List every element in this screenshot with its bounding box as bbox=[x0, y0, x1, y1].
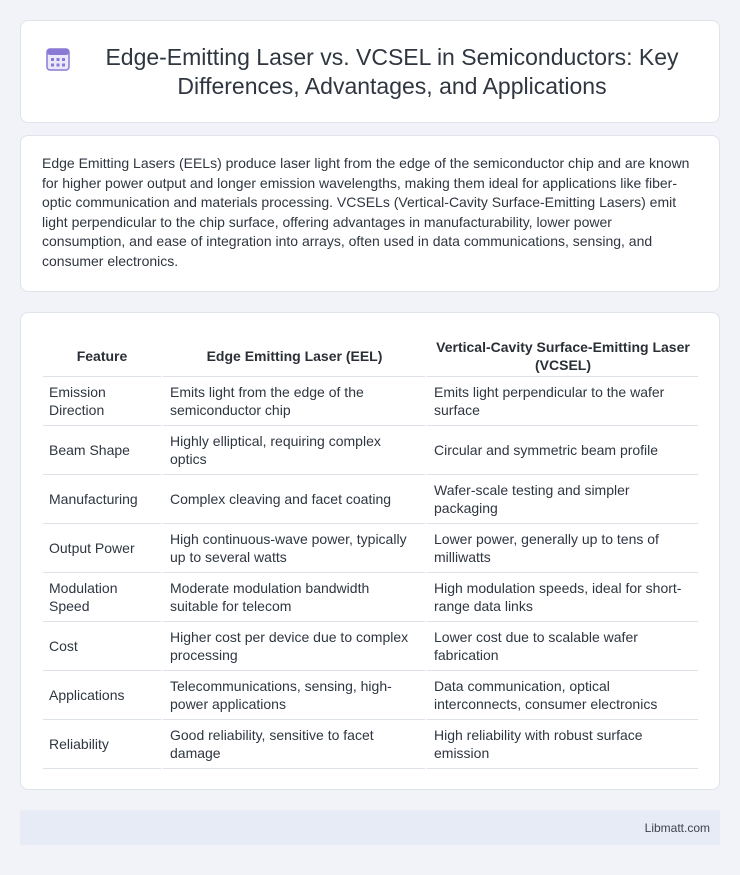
eel-cell: High continuous-wave power, typically up to several watts bbox=[161, 524, 425, 573]
page-title: Edge-Emitting Laser vs. VCSEL in Semiconductors: Key Differences, Advantages, and Applications bbox=[105, 43, 679, 99]
eel-cell: Complex cleaving and facet coating bbox=[161, 475, 425, 524]
vcsel-cell: High reliability with robust surface emission bbox=[425, 720, 698, 769]
vcsel-cell: Data communication, optical interconnects, consumer electronics bbox=[425, 671, 698, 720]
table-row bbox=[43, 524, 698, 573]
vcsel-cell: Wafer-scale testing and simpler packaging bbox=[425, 475, 698, 524]
header-feature: Feature bbox=[43, 329, 161, 377]
eel-cell: Higher cost per device due to complex processing bbox=[161, 622, 425, 671]
feature-cell: Output Power bbox=[43, 524, 161, 573]
eel-cell: Highly elliptical, requiring complex optics bbox=[161, 426, 425, 475]
intro-paragraph: Edge Emitting Lasers (EELs) produce laser light from the edge of the semiconductor chip and are known for higher power output and longer emission wavelengths, making them ideal for applications like fiber-optic communication and materials processing. VCSELs (Vertical-Cavity Surface-Emitting Lasers) emit light perpendicular to the chip surface, offering advantages in manufacturability, lower power consumption, and ease of integration into arrays, often used in data communications, sensing, and consumer electronics. bbox=[42, 155, 690, 269]
calendar-grid-icon bbox=[45, 46, 71, 72]
vcsel-cell: Circular and symmetric beam profile bbox=[425, 426, 698, 475]
footer-bar bbox=[20, 810, 720, 845]
eel-cell: Moderate modulation bandwidth suitable for telecom bbox=[161, 573, 425, 622]
table-row bbox=[43, 671, 698, 720]
feature-cell: Applications bbox=[43, 671, 161, 720]
feature-cell: Beam Shape bbox=[43, 426, 161, 475]
vcsel-cell: Emits light perpendicular to the wafer surface bbox=[425, 377, 698, 426]
eel-cell: Telecommunications, sensing, high-power applications bbox=[161, 671, 425, 720]
eel-cell: Good reliability, sensitive to facet damage bbox=[161, 720, 425, 769]
feature-cell: Modulation Speed bbox=[43, 573, 161, 622]
eel-cell: Emits light from the edge of the semiconductor chip bbox=[161, 377, 425, 426]
table-header-row bbox=[43, 329, 698, 377]
table-row bbox=[43, 573, 698, 622]
comparison-table-card bbox=[20, 312, 720, 790]
feature-cell: Emission Direction bbox=[43, 377, 161, 426]
table-row bbox=[43, 426, 698, 475]
header-eel: Edge Emitting Laser (EEL) bbox=[161, 329, 425, 377]
vcsel-cell: High modulation speeds, ideal for short-range data links bbox=[425, 573, 698, 622]
feature-cell: Manufacturing bbox=[43, 475, 161, 524]
title-card bbox=[20, 20, 720, 123]
table-row bbox=[43, 622, 698, 671]
feature-cell: Cost bbox=[43, 622, 161, 671]
vcsel-cell: Lower cost due to scalable wafer fabrication bbox=[425, 622, 698, 671]
table-row bbox=[43, 377, 698, 426]
feature-cell: Reliability bbox=[43, 720, 161, 769]
title-wrap bbox=[45, 43, 695, 101]
footer-brand[interactable]: Libmatt.com bbox=[644, 820, 710, 835]
table-row bbox=[43, 720, 698, 769]
header-vcsel: Vertical-Cavity Surface-Emitting Laser (VCSEL) bbox=[425, 329, 698, 377]
comparison-table bbox=[43, 329, 698, 769]
vcsel-cell: Lower power, generally up to tens of milliwatts bbox=[425, 524, 698, 573]
table-row bbox=[43, 475, 698, 524]
intro-card bbox=[20, 135, 720, 292]
